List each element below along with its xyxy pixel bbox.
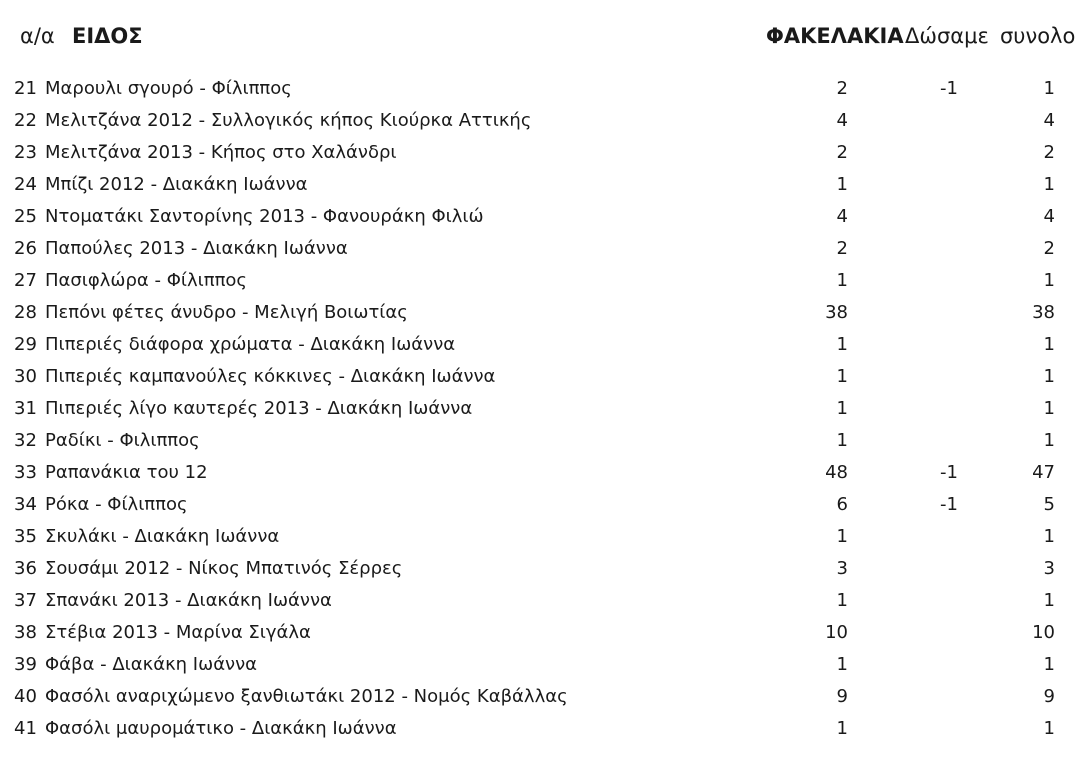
table-row — [0, 489, 1089, 521]
row-item-name: Ραπανάκια του 12 — [45, 462, 208, 483]
row-item-name: Μαρουλι σγουρό - Φίλιππος — [45, 78, 292, 99]
table-row — [0, 361, 1089, 393]
row-synolo: 9 — [1043, 686, 1055, 707]
row-item-name: Πιπεριές καμπανούλες κόκκινες - Διακάκη Ιωάννα — [45, 366, 496, 387]
row-number: 40 — [14, 686, 37, 707]
row-item-name: Μελιτζάνα 2012 - Συλλογικός κήπος Κιούρκα Αττικής — [45, 110, 532, 131]
row-synolo: 5 — [1043, 494, 1055, 515]
row-fakelakia: 1 — [836, 366, 848, 387]
row-synolo: 3 — [1043, 558, 1055, 579]
row-fakelakia: 1 — [836, 718, 848, 739]
row-fakelakia: 2 — [836, 78, 848, 99]
row-synolo: 38 — [1032, 302, 1055, 323]
row-fakelakia: 1 — [836, 174, 848, 195]
row-item-name: Πιπεριές διάφορα χρώματα - Διακάκη Ιωάννα — [45, 334, 456, 355]
table-row — [0, 169, 1089, 201]
row-synolo: 4 — [1043, 206, 1055, 227]
row-synolo: 47 — [1032, 462, 1055, 483]
row-item-name: Σκυλάκι - Διακάκη Ιωάννα — [45, 526, 280, 547]
row-number: 37 — [14, 590, 37, 611]
table-row — [0, 105, 1089, 137]
table-row — [0, 329, 1089, 361]
row-number: 28 — [14, 302, 37, 323]
row-number: 24 — [14, 174, 37, 195]
table-body — [0, 73, 1089, 745]
row-synolo: 2 — [1043, 142, 1055, 163]
row-number: 33 — [14, 462, 37, 483]
table-row — [0, 457, 1089, 489]
table-row — [0, 73, 1089, 105]
row-number: 27 — [14, 270, 37, 291]
row-fakelakia: 2 — [836, 142, 848, 163]
row-fakelakia: 1 — [836, 398, 848, 419]
row-number: 29 — [14, 334, 37, 355]
row-synolo: 1 — [1043, 334, 1055, 355]
row-synolo: 1 — [1043, 270, 1055, 291]
row-item-name: Μπίζι 2012 - Διακάκη Ιωάννα — [45, 174, 308, 195]
row-fakelakia: 1 — [836, 590, 848, 611]
table-row — [0, 137, 1089, 169]
row-number: 26 — [14, 238, 37, 259]
table-row — [0, 585, 1089, 617]
table-row — [0, 297, 1089, 329]
header-synolo: συνολο — [1000, 24, 1076, 48]
row-item-name: Ρόκα - Φίλιππος — [45, 494, 188, 515]
row-item-name: Φάβα - Διακάκη Ιωάννα — [45, 654, 258, 675]
table-row — [0, 617, 1089, 649]
table-row — [0, 553, 1089, 585]
table-row — [0, 713, 1089, 745]
row-item-name: Πεπόνι φέτες άνυδρο - Μελιγή Βοιωτίας — [45, 302, 408, 323]
table-row — [0, 521, 1089, 553]
header-aa: α/α — [20, 24, 55, 48]
row-item-name: Πασιφλώρα - Φίλιππος — [45, 270, 247, 291]
table-row — [0, 393, 1089, 425]
table-header — [0, 20, 1089, 60]
row-synolo: 1 — [1043, 430, 1055, 451]
row-item-name: Σπανάκι 2013 - Διακάκη Ιωάννα — [45, 590, 332, 611]
row-synolo: 1 — [1043, 366, 1055, 387]
row-synolo: 1 — [1043, 718, 1055, 739]
row-fakelakia: 1 — [836, 654, 848, 675]
row-synolo: 1 — [1043, 654, 1055, 675]
row-number: 41 — [14, 718, 37, 739]
header-fakelakia: ΦΑΚΕΛΑΚΙΑ — [766, 24, 904, 48]
row-number: 36 — [14, 558, 37, 579]
row-number: 23 — [14, 142, 37, 163]
table-row — [0, 649, 1089, 681]
row-synolo: 1 — [1043, 174, 1055, 195]
row-fakelakia: 1 — [836, 334, 848, 355]
row-number: 30 — [14, 366, 37, 387]
row-number: 31 — [14, 398, 37, 419]
row-fakelakia: 9 — [836, 686, 848, 707]
row-synolo: 1 — [1043, 78, 1055, 99]
row-fakelakia: 48 — [825, 462, 848, 483]
row-item-name: Ραδίκι - Φιλιππος — [45, 430, 200, 451]
row-synolo: 4 — [1043, 110, 1055, 131]
row-fakelakia: 1 — [836, 526, 848, 547]
row-number: 21 — [14, 78, 37, 99]
row-synolo: 1 — [1043, 590, 1055, 611]
row-fakelakia: 1 — [836, 430, 848, 451]
row-fakelakia: 3 — [836, 558, 848, 579]
header-dosame: Δώσαμε — [905, 24, 989, 48]
row-item-name: Πιπεριές λίγο καυτερές 2013 - Διακάκη Ιωάννα — [45, 398, 473, 419]
row-dosame: -1 — [940, 462, 958, 483]
row-number: 22 — [14, 110, 37, 131]
table-row — [0, 265, 1089, 297]
row-number: 39 — [14, 654, 37, 675]
row-item-name: Σουσάμι 2012 - Νίκος Μπατινός Σέρρες — [45, 558, 403, 579]
row-fakelakia: 10 — [825, 622, 848, 643]
row-fakelakia: 4 — [836, 110, 848, 131]
row-dosame: -1 — [940, 494, 958, 515]
row-item-name: Ντοματάκι Σαντορίνης 2013 - Φανουράκη Φιλιώ — [45, 206, 484, 227]
row-fakelakia: 4 — [836, 206, 848, 227]
row-dosame: -1 — [940, 78, 958, 99]
row-number: 34 — [14, 494, 37, 515]
row-fakelakia: 1 — [836, 270, 848, 291]
table-row — [0, 681, 1089, 713]
table-row — [0, 201, 1089, 233]
row-fakelakia: 2 — [836, 238, 848, 259]
row-item-name: Στέβια 2013 - Μαρίνα Σιγάλα — [45, 622, 311, 643]
row-item-name: Φασόλι μαυρομάτικο - Διακάκη Ιωάννα — [45, 718, 397, 739]
row-synolo: 10 — [1032, 622, 1055, 643]
row-synolo: 1 — [1043, 398, 1055, 419]
row-number: 32 — [14, 430, 37, 451]
row-item-name: Μελιτζάνα 2013 - Κήπος στο Χαλάνδρι — [45, 142, 397, 163]
table-row — [0, 233, 1089, 265]
table-row — [0, 425, 1089, 457]
row-fakelakia: 38 — [825, 302, 848, 323]
row-number: 35 — [14, 526, 37, 547]
row-item-name: Παπούλες 2013 - Διακάκη Ιωάννα — [45, 238, 348, 259]
row-item-name: Φασόλι αναριχώμενο ξανθιωτάκι 2012 - Νομός Καβάλλας — [45, 686, 568, 707]
row-number: 38 — [14, 622, 37, 643]
row-number: 25 — [14, 206, 37, 227]
row-synolo: 2 — [1043, 238, 1055, 259]
row-fakelakia: 6 — [836, 494, 848, 515]
row-synolo: 1 — [1043, 526, 1055, 547]
header-eidos: ΕΙΔΟΣ — [72, 24, 143, 48]
